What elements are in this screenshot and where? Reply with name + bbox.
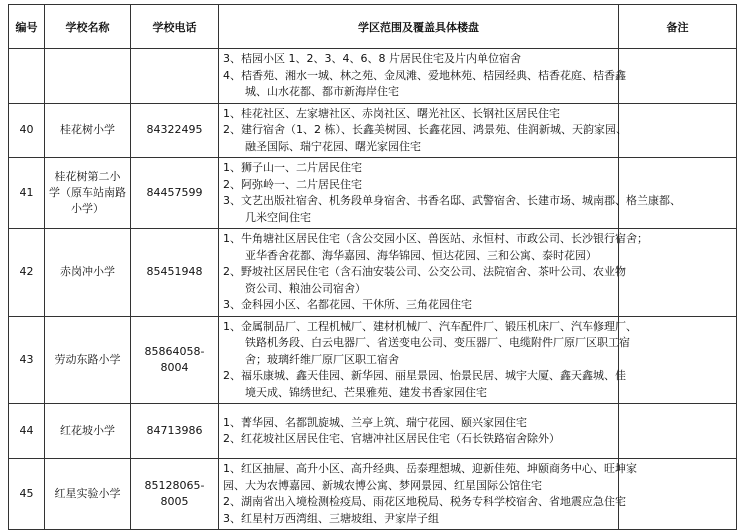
header-row [9,5,737,49]
scope-line: 3、红星村万西湾组、三塘坡组、尹家岸子组 [223,511,439,525]
scope-line: 2、福乐康城、鑫天佳园、新华园、丽星景园、怡景民居、城宇大厦、鑫天鑫城、佳 [223,369,626,382]
school-name [45,103,131,158]
school-phone: 85864058-8004 [131,316,219,404]
school-phone [131,49,219,104]
scope-line: 1、桂花社区、左家塘社区、赤岗社区、曙光社区、长钢社区居民住宅 [223,106,560,120]
school-name [45,158,131,229]
row-number: 44 [9,404,45,459]
school-name [45,316,131,404]
scope-line: 铁路机务段、白云电器厂、省送变电公司、变压器厂、电缆附件厂原厂区职工宿 [245,336,630,349]
header-school-phone: 学校电话 [131,5,219,49]
row-number [9,49,45,104]
table-row [9,404,737,459]
school-phone: 85451948 [131,229,219,317]
row-number: 43 [9,316,45,404]
header-school-name: 学校名称 [45,5,131,49]
school-name [45,49,131,104]
row-number: 45 [9,459,45,530]
school-phone: 85128065-8005 [131,459,219,530]
scope-line: 融圣国际、瑞宁花园、曙光家园住宅 [245,139,421,153]
scope-line: 4、桔香苑、湘水一城、林之苑、金凤滩、爱地林苑、桔园经典、桔香花庭、桔香鑫 [223,68,626,82]
scope-line: 1、牛角塘社区居民住宅（含公交园小区、兽医站、永恒村、市政公司、长沙银行宿舍； [223,232,648,245]
scope-line: 1、红区抽屉、高升小区、高升经典、岳泰理想城、迎新佳苑、坤颐商务中心、旺坤家 [223,462,637,475]
table-row [9,103,737,158]
header-number: 编号 [9,5,45,49]
notes [619,103,737,158]
table-row [9,229,737,317]
scope-line: 城、山水花都、都市新海岸住宅 [245,85,399,98]
scope-line: 几米空间住宅 [245,210,311,224]
scope-line: 资公司、粮油公司宿舍） [245,281,366,295]
school-name [45,229,131,317]
scope-line: 1、狮子山一、二片居民住宅 [223,161,362,174]
school-name-line: 红花坡小学 [60,424,115,437]
row-number: 42 [9,229,45,317]
district-scope [219,229,648,317]
district-scope [219,316,637,404]
row-number: 41 [9,158,45,229]
notes [619,49,737,104]
district-scope [219,158,681,229]
school-name-line: 劳动东路小学 [54,352,121,366]
scope-line: 境天成、锦绣世纪、芒果雅苑、建发书香家园住宅 [245,385,487,399]
scope-line: 3、金科园小区、名都花园、干休所、三角花园住宅 [223,298,472,311]
school-name [45,404,131,459]
scope-line: 2、阿弥岭一、二片居民住宅 [223,177,362,191]
scope-line: 亚华香舍花都、海华嘉园、海华锦园、恒达花园、三和公寓、泰时花园） [245,248,597,262]
header-notes: 备注 [619,5,737,49]
notes [619,404,737,459]
scope-line: 1、菁华园、名都凯旋城、兰亭上筑、瑞宁花园、颐兴家园住宅 [223,415,527,429]
scope-line: 舍；玻璃纤维厂原厂区职工宿舍 [245,352,399,366]
scope-line: 园、大为农博嘉园、新城农博公寓、梦网景园、红星国际公馆住宅 [223,478,542,492]
scope-line: 2、湖南省出入境检测检疫局、雨花区地税局、税务专科学校宿舍、省地震应急住宅 [223,495,626,508]
header-district-scope: 学区范围及覆盖具体楼盘 [219,5,619,49]
school-name-line: 桂花树第二小 [54,170,121,183]
school-name-line: 红星实验小学 [54,487,121,500]
school-phone: 84713986 [131,404,219,459]
district-scope [219,103,627,158]
district-scope [219,404,619,459]
table-row [9,316,737,404]
school-name-line: 赤岗冲小学 [60,265,115,279]
table-row [9,158,737,229]
scope-line: 2、红花坡社区居民住宅、官塘冲社区居民住宅（石长铁路宿舍除外） [223,432,560,445]
school-name-line: 桂花树小学 [60,123,115,137]
school-name-line: 小学） [71,202,104,215]
notes [619,158,737,229]
scope-line: 1、金属制品厂、工程机械厂、建材机械厂、汽车配件厂、锻压机床厂、汽车修理厂、 [223,319,637,333]
table-row [9,459,737,530]
school-name [45,459,131,530]
school-name-line: 学（原车站南路 [49,186,126,199]
district-scope [219,459,637,530]
scope-line: 2、野坡社区居民住宅（含石油安装公司、公交公司、法院宿舍、茶叶公司、农业物 [223,265,626,278]
school-district-table [8,4,737,530]
school-phone: 84322495 [131,103,219,158]
scope-line: 2、建行宿舍（1、2 栋）、长鑫美树园、长鑫花园、鸿景苑、佳润新城、天韵家园、 [223,123,627,136]
table-row [9,49,737,104]
district-scope [219,49,626,104]
school-phone: 84457599 [131,158,219,229]
scope-line: 3、文艺出版社宿舍、机务段单身宿舍、书香名邸、武警宿舍、长建市场、城南郡、格兰康都、 [223,194,681,207]
scope-line: 3、桔园小区 1、2、3、4、6、8 片居民住宅及片内单位宿舍 [223,52,521,65]
row-number: 40 [9,103,45,158]
